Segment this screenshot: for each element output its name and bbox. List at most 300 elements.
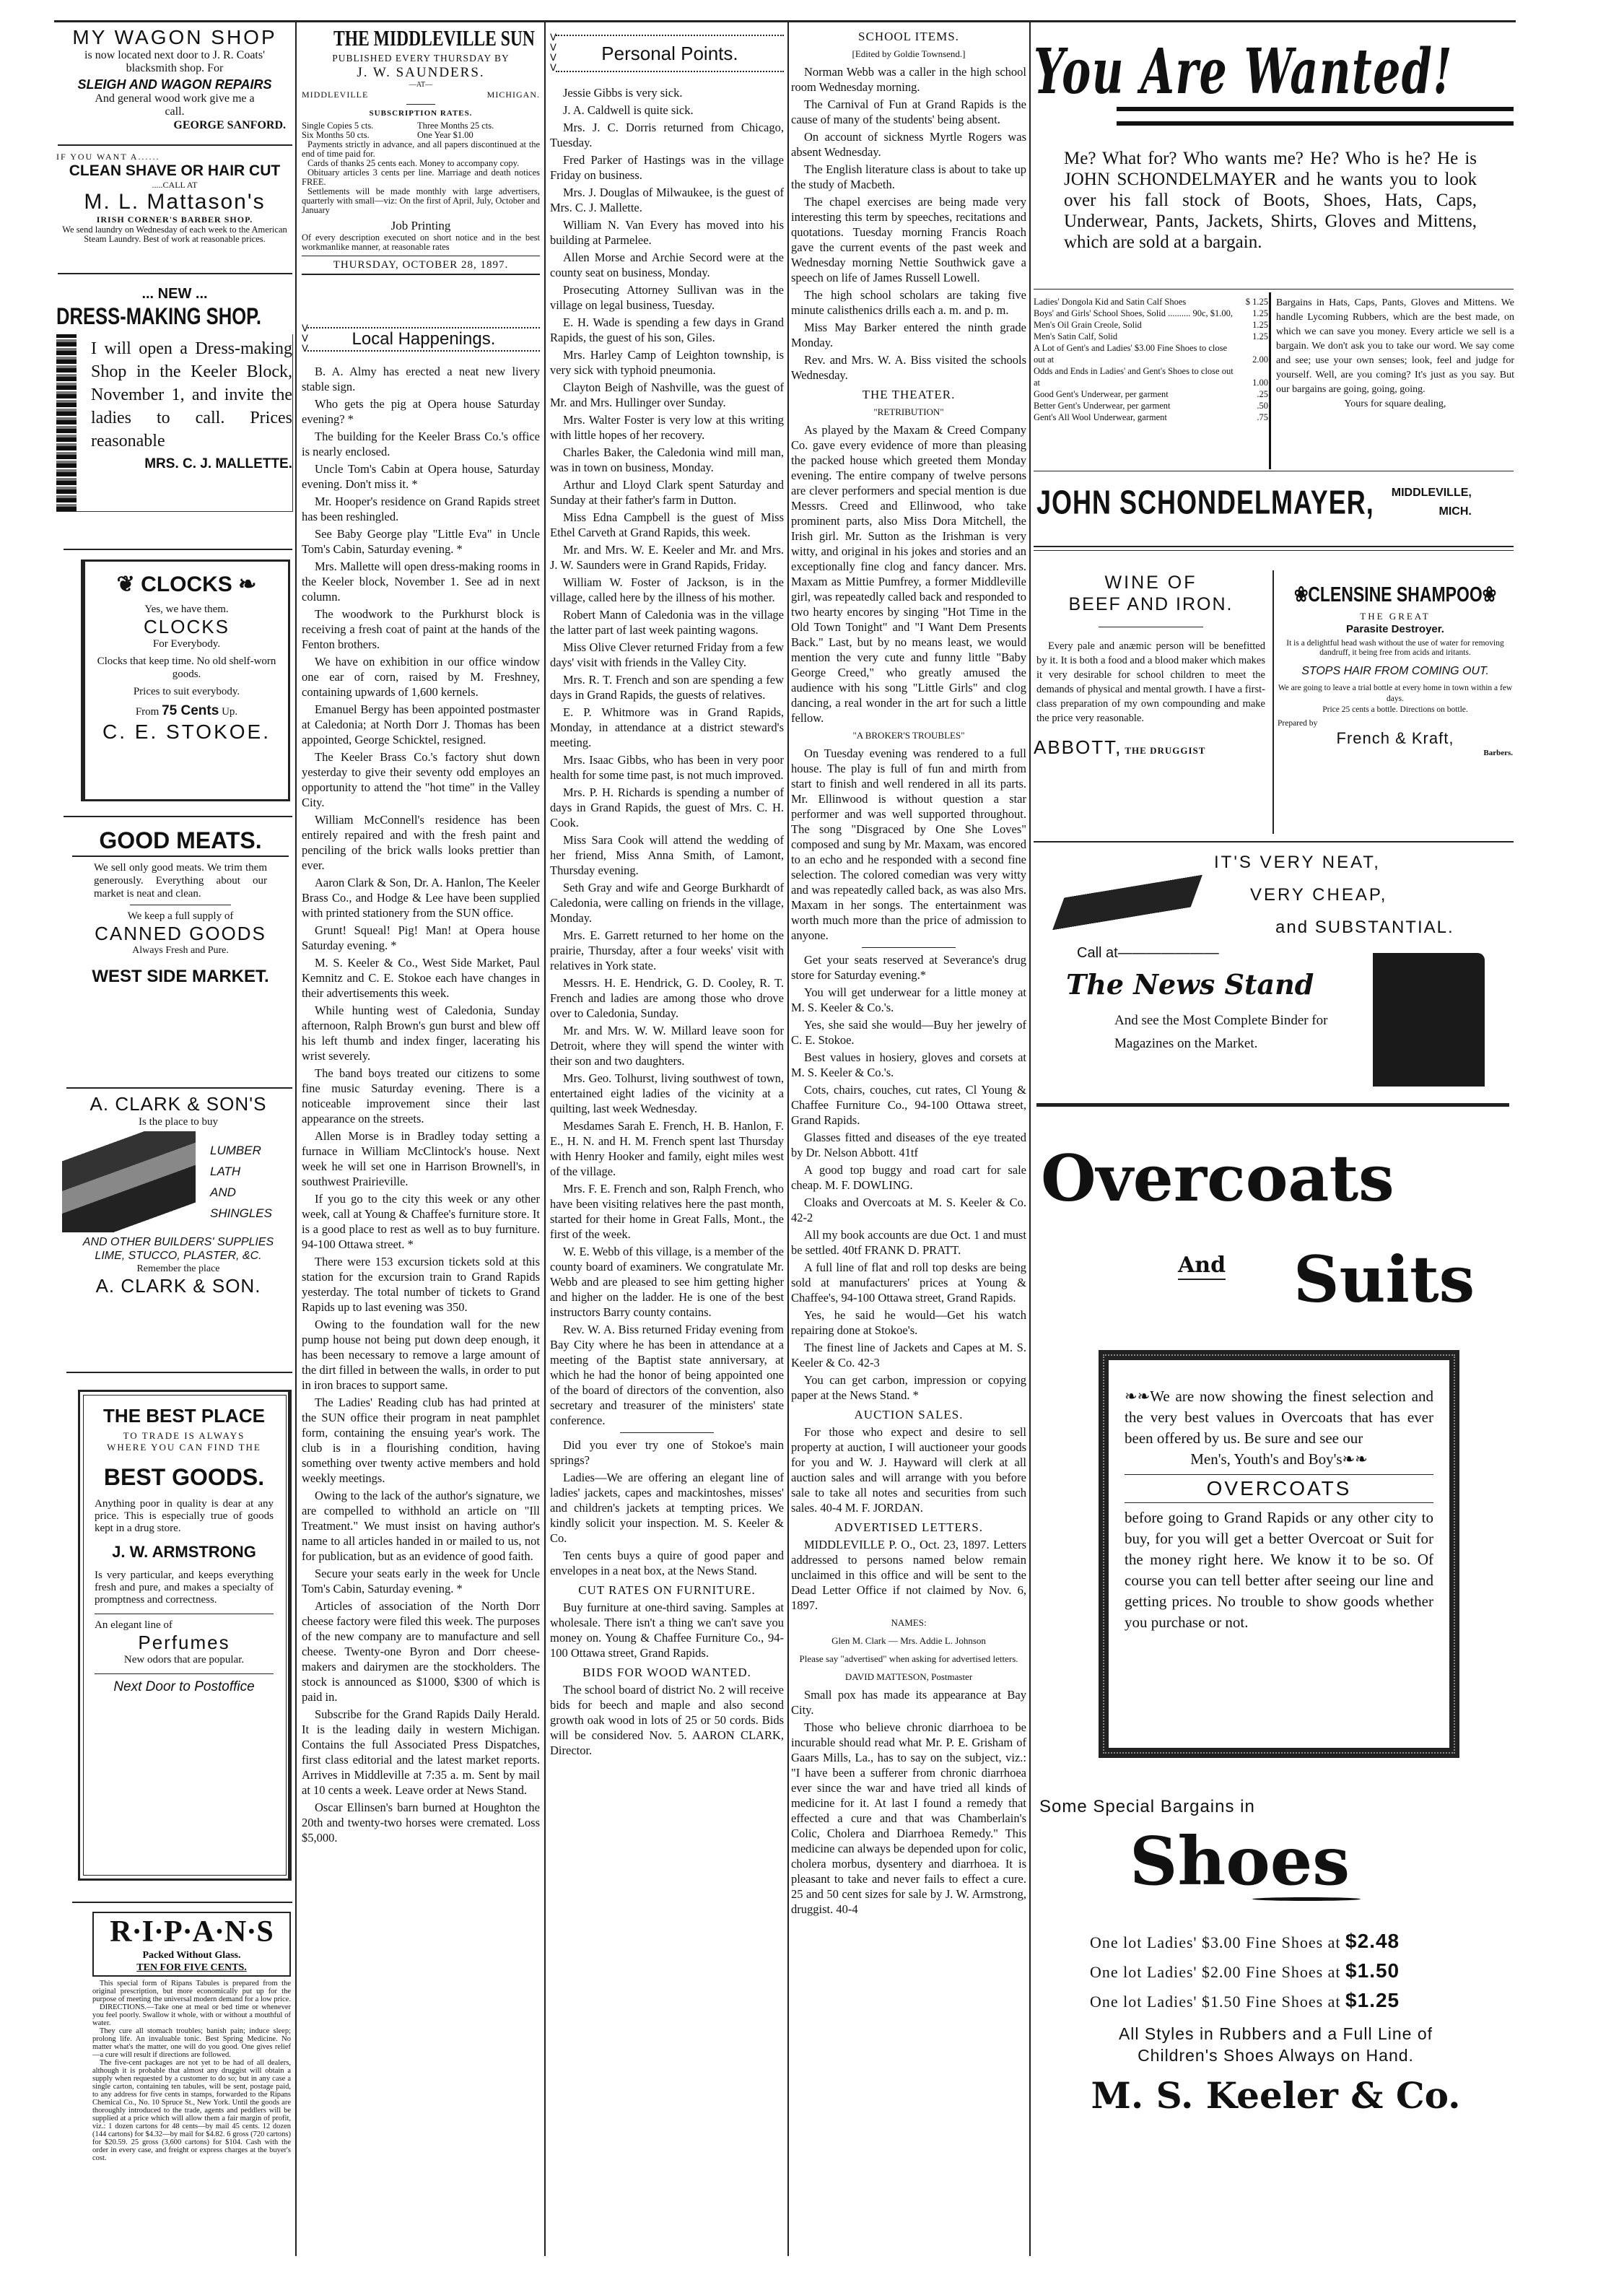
divider <box>64 816 292 817</box>
price-item: Gent's All Wool Underwear, garment <box>1034 412 1167 422</box>
news-item: Subscribe for the Grand Rapids Daily Herald. It is the leading daily in western Michigan. Contains the full Associated Press Dispatches, first class editorial and the latest market reports. Arrives in Middleville at 7:35 a. m. Sent by mail at 10 cents a week. Leave order at News Stand. <box>302 1707 540 1797</box>
clocks-ad <box>81 560 290 801</box>
publisher-name: J. W. SAUNDERS. <box>357 65 485 80</box>
price-item: A Lot of Gent's and Ladies' $3.00 Fine Shoes to close out at <box>1034 343 1228 365</box>
shoe-lot-price: $1.25 <box>1345 1989 1400 2011</box>
news-item: Clayton Beigh of Nashville, was the guest of Mr. and Mrs. Hullinger over Sunday. <box>550 380 784 409</box>
price-item: Boys' and Girls' School Shoes, Solid .......... 90c, $1.00, <box>1034 308 1234 318</box>
ad-text: Every pale and anæmic person will be benefitted by it. It is both a food and a blood maker which makes it very desirable for school children to meet the demands of physical and mental growth. I have a first-class preparation of my own compounding and make the price very reasonable. <box>1036 640 1265 724</box>
job-printing-text: Of every description executed on short notice and in the best workmanlike manner, at reasonable rates <box>302 232 540 252</box>
news-item: Mrs. Harley Camp of Leighton township, is very sick with typhoid pneumonia. <box>550 348 784 377</box>
news-item: Aaron Clark & Son, Dr. A. Hanlon, The Keeler Brass Co., and Hodge & Lee have been supplied with printed stationery from the SUN office. <box>302 876 540 920</box>
ad-price: 75 Cents <box>162 703 219 718</box>
ad-text: IT'S VERY NEAT, <box>1214 853 1381 872</box>
subheading: ADVERTISED LETTERS. <box>834 1520 983 1534</box>
news-item: E. P. Whitmore was in Grand Rapids, Monday, in attendance at a district steward's meeting. <box>550 705 784 749</box>
ad-text: The five-cent packages are not yet to be had of all dealers, although it is probable that almost any druggist will obtain a supply when requested by a customer to do so; but in any case a single carton, containing ten tabules, will be sent, postage paid, to any address for five cents in stamps, forwarded to the Ripans Chemical Co., No. 10 Spruce St., New York. Until the goods are thoroughly introduced to the trade, agents and peddlers will be supplied at a price which will allow them a fair margin of profit, viz.: 1 dozen cartons for 48 cents—by mail 45 cents. 12 dozen (144 cartons) for $4.32—by mail for $4.82. 6 gross (720 cartons) for $20.59. 25 gross (3,600 cartons) for $104. Cash with the order in every case, and freight or express charges at the buyer's cost. <box>92 2059 291 2162</box>
ad-title: Suits <box>1293 1242 1475 1317</box>
news-item: Cots, chairs, couches, cut rates, Cl Young & Chaffee Furniture Co., 94-100 Ottawa street, Grand Rapids. <box>791 1083 1026 1127</box>
shoe-lot-text: One lot Ladies' $2.00 Fine Shoes at <box>1090 1963 1341 1981</box>
rates-heading: SUBSCRIPTION RATES. <box>369 109 473 118</box>
subheading-note: DAVID MATTESON, Postmaster <box>844 1671 973 1682</box>
news-item: There were 153 excursion tickets sold at this station for the excursion train to Grand Rapids yesterday. The total number of tickets to Grand Rapids up to last evening was 350. <box>302 1255 540 1314</box>
ad-text: And general wood work give me a call. <box>95 92 255 118</box>
clensine-shampoo-ad <box>1278 582 1513 758</box>
price-value: 1.25 <box>1252 320 1268 330</box>
good-meats-ad <box>72 827 289 987</box>
news-item: While hunting west of Caledonia, Sunday afternoon, Ralph Brown's gun burst and blew off his left thumb and index finger, lacerating his wrist severely. <box>302 1003 540 1063</box>
chevron-border-icon: ᐯ ᐯ ᐯ <box>302 323 307 354</box>
ad-text: Price 25 cents a bottle. Directions on bottle. <box>1322 705 1468 714</box>
news-item: Mr. Hooper's residence on Grand Rapids street has been reshingled. <box>302 495 540 523</box>
price-row <box>1034 342 1268 365</box>
ad-signature: M. S. Keeler & Co. <box>1091 2074 1461 2117</box>
shoe-lot-text: One lot Ladies' $3.00 Fine Shoes at <box>1090 1933 1341 1951</box>
news-item: William N. Van Every has moved into his building at Parmelee. <box>550 218 784 247</box>
ad-text: VERY CHEAP, <box>1250 885 1388 905</box>
ad-text: We are going to leave a trial bottle at every home in town within a few days. <box>1278 684 1513 703</box>
column-rule <box>295 22 297 2256</box>
ad-text: Perfumes <box>138 1632 230 1653</box>
subheading: AUCTION SALES. <box>854 1408 964 1422</box>
ad-text: I will open a Dress-making Shop in the Keeler Block, November 1, and invite the ladies to call. Prices reasonable <box>91 339 292 450</box>
news-item: Arthur and Lloyd Clark spent Saturday and Sunday at their father's farm in Dutton. <box>550 478 784 507</box>
news-item: Mrs. J. C. Dorris returned from Chicago, Tuesday. <box>550 121 784 149</box>
ad-text: STOPS HAIR FROM COMING OUT. <box>1301 665 1489 677</box>
local-happenings-header <box>302 319 540 360</box>
ad-text: Up. <box>222 706 238 718</box>
ad-signature: C. E. STOKOE. <box>102 720 271 743</box>
barber-ad <box>56 152 293 244</box>
news-item: Mrs. Geo. Tolhurst, living southwest of town, entertained eight ladies of the vicinity at a quilting, last week Wednesday. <box>550 1071 784 1115</box>
news-item: W. E. Webb of this village, is a member of the county board of examiners. We congratulate Mr. Webb and are pleased to see him getting higher and higher on the ladder. He is one of the best instructors Barry county contains. <box>550 1245 784 1319</box>
news-item: Miss May Barker entered the ninth grade Monday. <box>791 321 1026 349</box>
news-item: Secure your seats early in the week for Uncle Tom's Cabin, Saturday evening. * <box>302 1567 540 1595</box>
news-item: Mrs. F. E. French and son, Ralph French, who have been visiting relatives here the past month, started for their home in Great Falls, Mont., the first of the week. <box>550 1182 784 1241</box>
ad-text: Yes, we have them. <box>144 604 229 615</box>
shoe-lot-text: One lot Ladies' $1.50 Fine Shoes at <box>1090 1993 1341 2011</box>
schondelmayer-signature <box>1036 482 1513 523</box>
overcoats-suits-ad <box>1034 1126 1514 1343</box>
ad-text: .....CALL AT <box>152 180 198 190</box>
news-item: Mrs. Walter Foster is very low at this writing with little hopes of her recovery. <box>550 413 784 442</box>
newspaper-title: THE MIDDLEVILLE SUN <box>333 25 535 51</box>
news-item: Mrs. Mallette will open dress-making rooms in the Keeler block, November 1. See ad in next column. <box>302 560 540 604</box>
price-value: .25 <box>1257 389 1268 399</box>
ad-text: And <box>1178 1253 1226 1280</box>
subheading-note: Please say "advertised" when asking for advertised letters. <box>799 1653 1018 1664</box>
masthead <box>302 25 540 275</box>
news-item: The finest line of Jackets and Capes at M. S. Keeler & Co. 42-3 <box>791 1341 1026 1370</box>
ad-text: THE DRUGGIST <box>1125 745 1206 756</box>
personal-points-header <box>550 27 784 79</box>
ad-title: GOOD MEATS. <box>99 827 262 853</box>
ad-title: A. CLARK & SON'S <box>90 1093 267 1115</box>
price-value: 2.00 <box>1252 354 1268 365</box>
lumber-ad <box>62 1093 294 1297</box>
divider <box>1036 1103 1509 1107</box>
news-item: MIDDLEVILLE P. O., Oct. 23, 1897. Letters addressed to persons named below remain unclaimed in this office and will be sent to the Dead Letter Office if not claimed by Nov. 6, 1897. <box>791 1538 1026 1612</box>
section-heading: Local Happenings. <box>307 327 540 352</box>
news-item: Those who believe chronic diarrhoea to be incurable should read what Mr. P. E. Grisham of Gaars Mills, La., has to say on the subject, viz.: "I have been a sufferer from chronic diarrhoea ever since the war and have tried all kinds of medicine for it. At last I found a remedy that effected a cure and that was Chamberlain's Colic, Cholera and Diarrhoea Remedy." This medicine can always be depended upon for colic, cholera morbus, dysentery and diarrhoea. It is pleasant to take and never fails to effect a cure. 25 and 50 cent sizes for sale by J. W. Armstrong, druggist. 40-4 <box>791 1720 1026 1916</box>
ad-text: And see the Most Complete Binder for Magazines on the Market. <box>1114 1013 1328 1051</box>
news-item: Mrs. Isaac Gibbs, who has been in very poor health for some time past, is not much improved. <box>550 753 784 782</box>
rate: One Year $1.00 <box>417 130 473 140</box>
news-item: Prosecuting Attorney Sullivan was in the village on legal business, Tuesday. <box>550 283 784 312</box>
section-heading: Personal Points. <box>556 35 784 72</box>
ad-text: TEN FOR FIVE CENTS. <box>136 1962 247 1973</box>
price-item: Good Gent's Underwear, per garment <box>1034 389 1169 399</box>
terms-text: Obituary articles 3 cents per line. Marriage and death notices FREE. <box>302 167 540 187</box>
news-item: We have on exhibition in our office window one ear of corn, raised by M. Freshney, containing upwards of 1,600 kernels. <box>302 655 540 699</box>
ad-text: IRISH CORNER'S BARBER SHOP. <box>96 214 253 225</box>
ad-text: AND <box>210 1185 236 1199</box>
news-item: Messrs. H. E. Hendrick, G. D. Cooley, R. T. French and ladies are among those who drove over to Caledonia, Sunday. <box>550 976 784 1020</box>
ad-name: J. W. ARMSTRONG <box>112 1543 256 1561</box>
ad-title: BEEF AND IRON. <box>1068 594 1234 614</box>
news-item: Mrs. P. H. Richards is spending a number of days in Grand Rapids, the guest of Mrs. C. H. Cook. <box>550 785 784 830</box>
ad-text: LATH <box>210 1164 241 1178</box>
news-item: Jessie Gibbs is very sick. <box>563 86 683 100</box>
dress-making-ad <box>56 286 293 512</box>
news-item: Uncle Tom's Cabin at Opera house, Saturday evening. Don't miss it. * <box>302 462 540 491</box>
news-item: Cloaks and Overcoats at M. S. Keeler & Co. 42-2 <box>791 1196 1026 1224</box>
rate: Six Months 50 cts. <box>302 130 370 140</box>
news-item: The woodwork to the Purkhurst block is receiving a fresh coat of paint at the hands of the Fenton brothers. <box>302 607 540 651</box>
ad-text: CLOCKS <box>144 616 230 637</box>
news-item: Rev. W. A. Biss returned Friday evening from Bay City where he has been in attendance at a meeting of the Baptist state anniversary, at which he had the honor of being appointed one of the board of directors of the convention, also secretary and treasurer of the ministers' state conference. <box>550 1323 784 1427</box>
shoe-lot <box>1090 1956 1512 1986</box>
news-item: All my book accounts are due Oct. 1 and must be settled. 40tf FRANK D. PRATT. <box>791 1228 1026 1257</box>
ad-text: Barbers. <box>1483 749 1513 757</box>
ad-text: Some Special Bargains in <box>1039 1797 1255 1816</box>
column-rule <box>1272 570 1274 834</box>
news-item: The band boys treated our citizens to some fine music Saturday evening. There is a noticeable improvement since their last appearance on the streets. <box>302 1066 540 1126</box>
news-item: You will get underwear for a little money at M. S. Keeler & Co.'s. <box>791 985 1026 1014</box>
ad-text: An elegant line of <box>95 1619 173 1631</box>
news-item: Emanuel Bergy has been appointed postmaster at Caledonia; at North Dorr J. Thomas has been appointed, George Schicktel, resigned. <box>302 702 540 746</box>
ad-name: The News Stand <box>1066 968 1314 1001</box>
ad-text: LUMBER <box>210 1144 261 1157</box>
news-item: Who gets the pig at Opera house Saturday evening? * <box>302 397 540 426</box>
news-item: Mrs. R. T. French and son are spending a few days in Grand Rapids, the guests of relatives. <box>550 673 784 702</box>
ornament-icon: ❧ <box>232 572 257 596</box>
ad-text: Is the place to buy <box>139 1116 218 1128</box>
news-item: On Tuesday evening was rendered to a full house. The play is full of fun and mirth from start to finish and well rendered in all its parts. Mr. Ellinwood is without question a star performer and was well supported throughout. The song "Disgraced by One She Loves" composed and sung by Mr. Maxam, was encored to an echo and he responded with a second fine selection. The colored comedian was very witty and was repeatedly called back, as was also Mrs. Maxam in her songs. The entertainment was worth much more than the price of admission to anyone. <box>791 746 1026 942</box>
news-item: Allen Morse and Archie Secord were at the county seat on business, Monday. <box>550 251 784 279</box>
masthead-state: MICHIGAN. <box>486 90 540 100</box>
ad-signature: JOHN SCHONDELMAYER, <box>1036 482 1374 521</box>
ad-title: Shoes <box>1130 1822 1350 1900</box>
leaf-ornament-icon: ❧❧ <box>1125 1388 1151 1405</box>
ad-text: We send laundry on Wednesday of each week to the American Steam Laundry. Best of work at reasonable prices. <box>62 225 287 244</box>
ad-title: WINE OF <box>1104 572 1197 593</box>
news-item: Mrs. E. Garrett returned to her home on the prairie, Thursday, after a four weeks' visit with relatives in York state. <box>550 928 784 972</box>
ripans-ad <box>92 1912 291 2162</box>
price-value: .50 <box>1257 401 1268 411</box>
school-items-column <box>791 25 1026 2252</box>
news-item: If you go to the city this week or any other week, call at Young & Chaffee's furniture store. It is a good place to rest as well as to buy furniture. 94-100 Ottawa street. * <box>302 1192 540 1251</box>
ad-text: Anything poor in quality is dear at any price. This is especially true of goods kept in a drug store. <box>95 1498 274 1534</box>
price-value: 1.25 <box>1252 331 1268 341</box>
ad-text: Children's Shoes Always on Hand. <box>1138 2046 1414 2065</box>
news-item: Ten cents buys a quire of good paper and envelopes in a neat box, at the News Stand. <box>550 1549 784 1577</box>
subheading: BIDS FOR WOOD WANTED. <box>582 1666 751 1679</box>
wine-beef-iron-ad <box>1034 572 1268 762</box>
ad-title: ❀CLENSINE SHAMPOO❀ <box>1293 582 1497 606</box>
news-item: William W. Foster of Jackson, is in the village, called here by the illness of his mother. <box>550 575 784 604</box>
price-list <box>1034 296 1268 423</box>
ad-text: Parasite Destroyer. <box>1346 623 1444 635</box>
ad-text: Prepared by <box>1278 719 1318 728</box>
ad-text: OVERCOATS <box>1125 1474 1433 1503</box>
ad-text: It is a delightful head wash without the use of water for removing dandruff, it being free from acids and iritants. <box>1286 639 1504 657</box>
news-item: The Carnival of Fun at Grand Rapids is the cause of many of the students' being absent. <box>791 97 1026 126</box>
price-value: $ 1.25 <box>1245 297 1268 307</box>
news-item: Buy furniture at one-third saving. Samples at wholesale. There isn't a thing we can't save you money on. Young & Chaffee Furniture Co., 94-100 Ottawa street, Grand Rapids. <box>550 1601 784 1660</box>
divider <box>1034 841 1514 843</box>
issue-date: THURSDAY, OCTOBER 28, 1897. <box>333 259 509 271</box>
ad-text: SHINGLES <box>210 1206 272 1220</box>
news-item: As played by the Maxam & Creed Company Co. gave every evidence of more than pleasing the packed house which greeted them Monday evening. The entire company of twelve persons are clever performers and special mention is due Messrs. Creed and Ellinwood, who take prominent parts, also Miss Dora Mitchell, the Irish girl. Mr. Sutton as the Irishman is very witty, and original in his jokes and stories and an exceptionally fine clog and fancy dancer. Mrs. Maxam as Mittie Pumfrey, a former Middleville girl, was repeatedly called back and responded to two hearty encores by singing "Hot Time in the Old Town Tonight" and "I Want Dem Presents Back." Last, but by no means least, we would mention the very cute and funny little "Baby George Creed," who greatly amused the audience with his song "Little Girls" and clog dancing, a real wonder in the art for such a little fellow. <box>791 423 1026 725</box>
ad-title: BEST GOODS. <box>103 1464 265 1490</box>
ad-text: Remember the place <box>136 1263 220 1274</box>
news-item: Ladies—We are offering an elegant line of ladies' jackets, capes and mackintoshes, misses' and children's jackets at tempting prices. We kindly solicit your inspection. M. S. Keeler & Co. <box>550 1471 784 1545</box>
price-item: Ladies' Dongola Kid and Satin Calf Shoes <box>1034 297 1187 307</box>
ad-text: Clocks that keep time. No old shelf-worn goods. <box>97 656 276 680</box>
ad-text: Call at——————— <box>1077 945 1219 961</box>
shoe-lot <box>1090 1986 1512 2016</box>
column-rule <box>544 22 546 2256</box>
ad-text: MIDDLEVILLE, <box>1391 487 1472 499</box>
shoe-lot-price: $1.50 <box>1345 1959 1400 1982</box>
ad-text: Prices to suit everybody. <box>133 686 240 697</box>
news-item: Owing to the lack of the author's signature, we are compelled to withhold an article on "Ill Treatment." We must insist on having author's name to all articles handed in or mailed to us, not for publication, but as an evidence of good faith. <box>302 1489 540 1563</box>
ad-text: Yours for square dealing, <box>1344 399 1446 409</box>
terms-text: Cards of thanks 25 cents each. Money to accompany copy. <box>307 158 520 168</box>
ad-text: Always Fresh and Pure. <box>132 945 229 956</box>
news-item: On account of sickness Myrtle Rogers was absent Wednesday. <box>791 130 1026 159</box>
ad-title: Overcoats <box>1041 1141 1394 1216</box>
divider <box>620 1432 714 1433</box>
bargains-text-block <box>1276 296 1514 412</box>
news-item: The English literature class is about to take up the study of Macbeth. <box>791 162 1026 191</box>
ad-text: Is very particular, and keeps everything fresh and pure, and makes a specialty of promptness and correctness. <box>95 1569 274 1606</box>
ad-text: IF YOU WANT A...... <box>56 152 160 162</box>
news-item: Oscar Ellinsen's barn burned at Houghton the 20th and twenty-two horses were cremated. Loss $5,000. <box>302 1801 540 1845</box>
wagon-shop-ad <box>56 26 293 132</box>
price-item: Better Gent's Underwear, per garment <box>1034 401 1171 411</box>
ad-text: We sell only good meats. We trim them generously. Everything about our market is neat and clean. <box>94 862 267 900</box>
lumber-yard-illustration <box>62 1131 196 1232</box>
divider <box>72 1902 292 1903</box>
news-item: Rev. and Mrs. W. A. Biss visited the schools Wednesday. <box>791 353 1026 382</box>
news-item: Miss Sara Cook will attend the wedding of her friend, Miss Anna Smith, of Lamont, Thursday evening. <box>550 833 784 877</box>
price-row <box>1034 296 1268 308</box>
news-item: The building for the Keeler Brass Co.'s office is nearly enclosed. <box>302 430 540 458</box>
news-item: For those who expect and desire to sell property at auction, I will auctioneer your goods for you and W. J. Hayward will clerk at all auction sales and will arrange with you before sale to take all notes and securities from such sales. 40-4 M. F. JORDAN. <box>791 1425 1026 1515</box>
price-row <box>1034 365 1268 388</box>
column-rule <box>1269 292 1271 469</box>
price-value: 1.00 <box>1252 378 1268 388</box>
rate: Three Months 25 cts. <box>417 121 494 131</box>
subheading-note: [Edited by Goldie Townsend.] <box>852 48 966 59</box>
column-rule <box>787 22 789 2256</box>
ornament-icon: ❀ <box>1482 582 1497 606</box>
news-item: J. A. Caldwell is quite sick. <box>563 103 694 117</box>
ornament-icon: ❦ <box>116 572 141 596</box>
news-item: Robert Mann of Caledonia was in the village the latter part of last week painting wagons. <box>550 608 784 637</box>
news-item: Mesdames Sarah E. French, H. B. Hanlon, F. E., H. N. and H. M. French spent last Thursday with Henry Hooker and family, eight miles west of the village. <box>550 1119 784 1178</box>
price-item: Men's Satin Calf, Solid <box>1034 331 1118 341</box>
overcoats-box <box>1099 1350 1459 1758</box>
news-item: Miss Olive Clever returned Friday from a few days' visit with friends in the Valley City. <box>550 640 784 669</box>
ad-text: ❧❧We are now showing the finest selection and the very best values in Overcoats that has ever been offered by us. Be sure and see our <box>1125 1388 1433 1447</box>
price-row <box>1034 308 1268 319</box>
local-happenings-column <box>302 364 540 2252</box>
news-item: The school board of district No. 2 will receive bids for beech and maple and also second growth oak wood in lots of 25 or 50 cords. Bids will be considered Nov. 5. AARON CLARK, Director. <box>550 1683 784 1757</box>
subheading-note: Glen M. Clark — Mrs. Addie L. Johnson <box>831 1635 986 1646</box>
ad-text: They cure all stomach troubles; banish pain; induce sleep; prolong life. An invaluable tonic. Best Spring Medicine. No matter what's the matter, one will do you good. One gives relief—a cure will result if directions are followed. <box>92 2027 291 2059</box>
news-item: M. S. Keeler & Co., West Side Market, Paul Kemnitz and C. E. Stokoe each have changes in their advertisements this week. <box>302 956 540 1000</box>
news-item: The high school scholars are taking five minute calisthenics drills each a. m. and p. m. <box>791 288 1026 317</box>
news-item: A full line of flat and roll top desks are being sold at manufacturers' prices at Young & Chaffee's, 94-100 Ottawa street, Grand Rapids. <box>791 1261 1026 1305</box>
news-item: The chapel exercises are being made very interesting this term by speeches, recitations and quotations. Tuesday morning Francis Roach gave the current events of the past week and Wednesday morning Nettie Southwick gave a speech on life of James Russell Lowell. <box>791 195 1026 284</box>
binder-illustration <box>1052 874 1202 931</box>
ad-text: and SUBSTANTIAL. <box>1275 918 1454 937</box>
chevron-border-icon: ᐯ ᐯ ᐯ ᐯ <box>550 32 556 74</box>
news-item: Articles of association of the North Dorr cheese factory were filed this week. The purposes of the new company are to manufacture and sell cheese. Twenty-one Byron and Dorr cheese-makers and dairymen are the stockholders. The stock is announced as $1000, $300 of which is paid in. <box>302 1599 540 1704</box>
shoes-ad <box>1039 1796 1512 2120</box>
ad-text: is now located next door to J. R. Coats' blacksmith shop. For <box>84 49 265 74</box>
news-item: The Ladies' Reading club has had printed at the SUN office their program in neat pamphlet form, containing the ensuing year's work. The club is in a flourishing condition, having something over twenty active members and hold weekly meetings. <box>302 1396 540 1485</box>
terms-text: Payments strictly in advance, and all papers discontinued at the end of time paid for. <box>302 139 540 159</box>
divider <box>862 947 956 948</box>
price-row <box>1034 319 1268 331</box>
subheading-note: "A BROKER'S TROUBLES" <box>852 730 965 741</box>
top-rule <box>54 20 1516 22</box>
ornament-border-icon <box>56 334 77 511</box>
news-stand-ad <box>1034 852 1514 1101</box>
news-item: Owing to the foundation wall for the new pump house not being put down deep enough, it has been necessary to remove a large amount of the dirt filled in between the walls, in order to put in iron braces to support same. <box>302 1318 540 1392</box>
ad-title: MY WAGON SHOP <box>72 26 277 48</box>
news-item: Yes, she said she would—Buy her jewelry of C. E. Stokoe. <box>791 1018 1026 1047</box>
news-item: Mr. and Mrs. W. E. Keeler and Mr. and Mrs. J. W. Saunders were in Grand Rapids, Friday. <box>550 543 784 572</box>
divider <box>66 1087 292 1089</box>
news-item: B. A. Almy has erected a neat new livery stable sign. <box>302 365 540 393</box>
rates-table <box>302 121 540 140</box>
ad-text: DIRECTIONS.—Take one at meal or bed time or whenever you feel poorly. Swallow it whole, with or without a mouthful of water. <box>92 2003 291 2027</box>
ad-text: ... NEW ... <box>141 286 208 302</box>
news-item: The Keeler Brass Co.'s factory shut down yesterday to give their seventy odd employes an opportunity to attend the "hot time" in the Valley City. <box>302 750 540 809</box>
rate: Single Copies 5 cts. <box>302 121 374 131</box>
news-item: See Baby George play "Little Eva" in Uncle Tom's Cabin, Saturday evening. * <box>302 527 540 556</box>
ad-text: MICH. <box>1439 505 1472 518</box>
price-item: Odds and Ends in Ladies' and Gent's Shoes to close out at <box>1034 366 1234 388</box>
column-rule <box>1029 22 1031 2256</box>
ad-text: For Everybody. <box>152 638 221 650</box>
ad-signature: MRS. C. J. MALLETTE. <box>144 456 292 471</box>
ad-text: THE GREAT <box>1360 611 1431 622</box>
ad-title: R·I·P·A·N·S <box>110 1915 274 1949</box>
subheading: THE THEATER. <box>862 388 956 401</box>
ad-text: We keep a full supply of <box>127 910 234 922</box>
price-row <box>1034 331 1268 342</box>
shoe-lot-price: $2.48 <box>1345 1930 1400 1952</box>
ad-signature: ABBOTT, <box>1034 736 1122 758</box>
ad-text: New odors that are popular. <box>123 1654 245 1666</box>
divider <box>58 273 292 274</box>
news-item: Small pox has made its appearance at Bay City. <box>791 1688 1026 1717</box>
ad-text: CANNED GOODS <box>95 923 266 944</box>
divider <box>1034 546 1514 547</box>
ad-signature: WEST SIDE MARKET. <box>92 967 269 986</box>
subheading: SCHOOL ITEMS. <box>858 30 959 43</box>
ad-text: Bargains in Hats, Caps, Pants, Gloves and Mittens. We handle Lycoming Rubbers, which are the best made, on which we can save you money. Every article we sell is a bargain. We don't ask you to take our word. We say come and see; use your own senses; look, feel and judge for yourself. Well, are you coming? It's just as you say. But our bargains are going, going, going. <box>1276 297 1514 395</box>
divider <box>1034 550 1514 551</box>
news-item: Yes, he said he would—Get his watch repairing done at Stokoe's. <box>791 1308 1026 1337</box>
book-illustration <box>1373 953 1485 1087</box>
news-item: A good top buggy and road cart for sale cheap. M. F. DOWLING. <box>791 1163 1026 1192</box>
personal-points-column <box>550 85 784 2251</box>
ad-text: Men's, Youth's and Boy's❧❧ <box>1190 1450 1368 1468</box>
best-place-ad <box>78 1390 292 1881</box>
subheading-note: NAMES: <box>891 1617 927 1628</box>
subheading: CUT RATES ON FURNITURE. <box>578 1583 756 1597</box>
price-row <box>1034 412 1268 423</box>
ornament-icon: ❀ <box>1293 582 1309 606</box>
you-are-wanted-ad <box>1034 36 1514 144</box>
news-item: Mrs. J. Douglas of Milwaukee, is the guest of Mrs. C. J. Mallette. <box>550 186 784 214</box>
ad-title: ❦ CLOCKS ❧ <box>116 572 257 596</box>
ad-title: CLEAN SHAVE OR HAIR CUT <box>69 162 281 179</box>
masthead-text: —AT— <box>409 81 433 89</box>
news-item: Glasses fitted and diseases of the eye treated by Dr. Nelson Abbott. 41tf <box>791 1131 1026 1159</box>
price-value: .75 <box>1257 412 1268 422</box>
ad-text: AND OTHER BUILDERS' SUPPLIES <box>82 1236 274 1248</box>
ad-text: From <box>135 706 160 718</box>
ad-text: All Styles in Rubbers and a Full Line of <box>1118 2024 1433 2043</box>
ad-name: M. L. Mattason's <box>84 190 266 214</box>
price-row <box>1034 400 1268 412</box>
news-item: Best values in hosiery, gloves and corsets at M. S. Keeler & Co.'s. <box>791 1050 1026 1079</box>
shoe-lot <box>1090 1927 1512 1956</box>
news-item: William McConnell's residence has been entirely repaired and with the fresh paint and penciling of the brick walls looks prettier than ever. <box>302 813 540 872</box>
ad-signature: French & Kraft, <box>1336 729 1454 747</box>
news-item: Get your seats reserved at Severance's drug store for Saturday evening.* <box>791 953 1026 982</box>
ad-text: Me? What for? Who wants me? He? Who is he? He is JOHN SCHONDELMAYER and he wants you to look over his fall stock of Boots, Shoes, Hats, Caps, Underwear, Pants, Jackets, Shirts, Gloves and Mittens, which are sold at a bargain. <box>1064 149 1477 252</box>
news-item: Mr. and Mrs. W. W. Millard leave soon for Detroit, where they will spend the winter with their son and two daughters. <box>550 1024 784 1068</box>
price-row <box>1034 388 1268 400</box>
ad-text: SLEIGH AND WAGON REPAIRS <box>77 77 272 92</box>
news-item: Seth Gray and wife and George Burkhardt of Caledonia, were calling on friends in the village, Monday. <box>550 881 784 925</box>
ad-title: You Are Wanted! <box>1034 35 1454 108</box>
job-printing-heading: Job Printing <box>390 219 451 232</box>
masthead-city: MIDDLEVILLE <box>302 90 369 100</box>
news-item: Grunt! Squeal! Pig! Man! at Opera house Saturday evening. * <box>302 923 540 952</box>
ad-signature: A. CLARK & SON. <box>95 1275 261 1297</box>
ad-signature: GEORGE SANFORD. <box>173 119 286 131</box>
masthead-text: PUBLISHED EVERY THURSDAY BY <box>332 53 510 64</box>
terms-text: Settlements will be made monthly with large advertisers, quarterly with small—viz: On the first of April, July, October and January <box>302 186 540 215</box>
news-item: E. H. Wade is spending a few days in Grand Rapids, the guest of his son, Giles. <box>550 315 784 344</box>
leaf-ornament-icon: ❧❧ <box>1342 1450 1368 1468</box>
news-item: Fred Parker of Hastings was in the village Friday on business. <box>550 153 784 182</box>
ad-title: THE BEST PLACE <box>103 1405 265 1427</box>
ad-footer: Next Door to Postoffice <box>113 1679 255 1694</box>
subheading-note: "RETRIBUTION" <box>873 406 944 417</box>
news-item: Charles Baker, the Caledonia wind mill man, was in town on business, Monday. <box>550 445 784 474</box>
